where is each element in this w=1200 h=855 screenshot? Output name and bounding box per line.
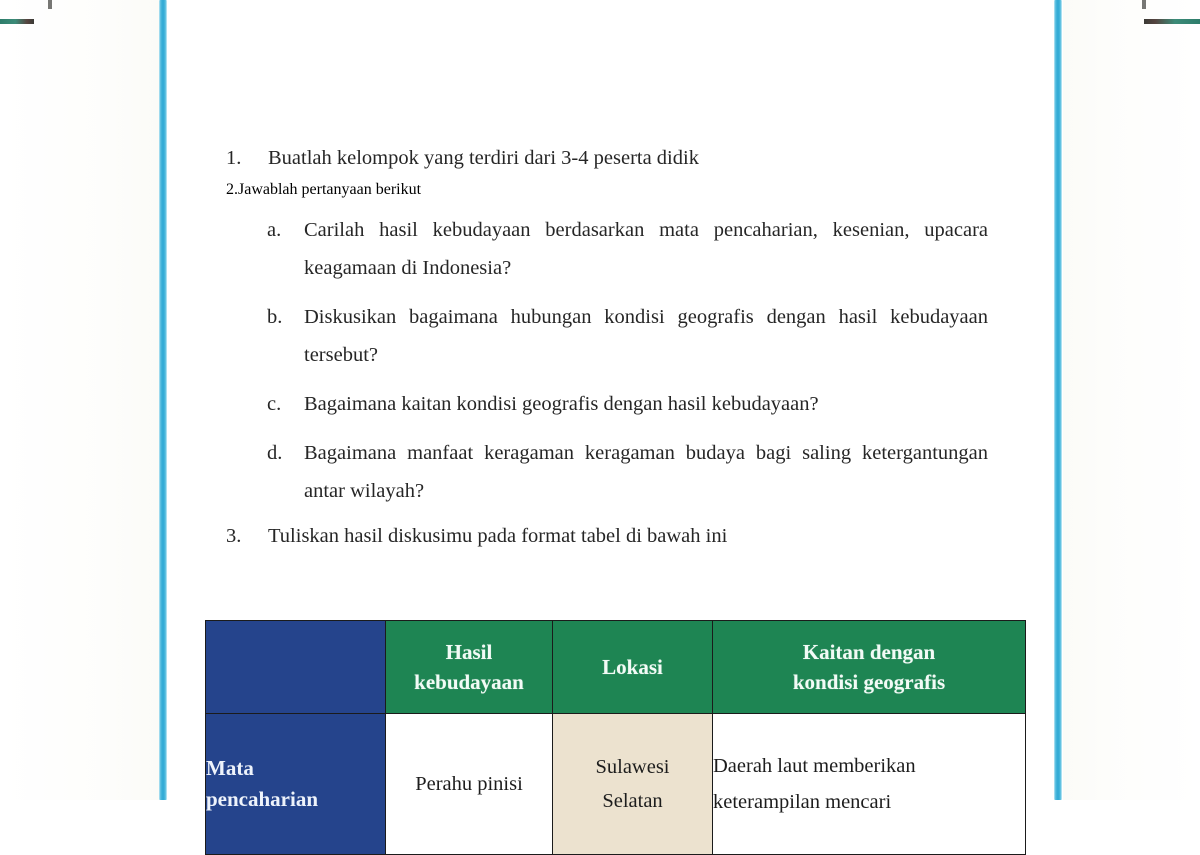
top-tick-left [48, 0, 52, 9]
table-cell-lokasi-line2: Selatan [602, 790, 663, 812]
sub-instruction-marker-d: d. [267, 442, 283, 464]
row-label-line2: pencaharian [206, 787, 319, 811]
sub-instruction-item-b [267, 298, 988, 374]
sub-instruction-marker-b: b. [267, 306, 283, 328]
page-content [168, 0, 1054, 813]
sub-instruction-item-c [267, 385, 988, 423]
table-header-hasil-kebudayaan [386, 621, 553, 714]
right-blue-edge-bar [1054, 0, 1062, 800]
table-row-label-mata-pencaharian [206, 714, 386, 855]
instruction-text-3: Tuliskan hasil diskusimu pada format tabel di bawah ini [268, 525, 728, 547]
sub-instruction-marker-a: a. [267, 219, 282, 241]
instruction-marker-1: 1. [226, 147, 242, 169]
table-header-lokasi [553, 621, 713, 714]
table-header-hasil-line1: Hasil [445, 640, 493, 664]
table-cell-kaitan [713, 714, 1026, 855]
format-table [205, 620, 1026, 855]
table-header-kaitan-line1: Kaitan dengan [802, 640, 936, 664]
sub-instruction-list [267, 211, 988, 510]
instruction-item-2 [226, 181, 1034, 510]
sub-instruction-item-a [267, 211, 988, 287]
table-cell-kaitan-line1: Daerah laut memberikan [713, 755, 916, 777]
table-cell-lokasi-line1: Sulawesi [595, 756, 670, 778]
instruction-item-1 [226, 143, 1034, 174]
format-table-wrapper [205, 620, 1025, 855]
top-rule-left [0, 19, 34, 24]
sub-instruction-item-d [267, 434, 988, 510]
sub-instruction-text-b: Diskusikan bagaimana hubungan kondisi geografis dengan hasil kebudayaan tersebut? [304, 306, 988, 366]
right-margin-wash [1063, 0, 1200, 800]
table-row [206, 714, 1026, 855]
left-margin-wash [0, 0, 160, 800]
table-header-kaitan-line2: kondisi geografis [792, 670, 946, 694]
table-header-kaitan [713, 621, 1026, 714]
table-header [206, 621, 1026, 714]
instruction-item-3 [226, 521, 1034, 552]
table-body [206, 714, 1026, 855]
top-tick-right [1142, 0, 1146, 9]
row-label-line1: Mata [206, 756, 254, 780]
instruction-text-1: Buatlah kelompok yang terdiri dari 3-4 peserta didik [268, 147, 699, 169]
sub-instruction-marker-c: c. [267, 393, 282, 415]
instruction-text-2: Jawablah pertanyaan berikut [238, 181, 422, 198]
instruction-marker-3: 3. [226, 525, 242, 547]
sub-instruction-text-d: Bagaimana manfaat keragaman keragaman budaya bagi saling ketergantungan antar wilayah? [304, 442, 988, 502]
table-header-row [206, 621, 1026, 714]
instruction-marker-2: 2. [226, 181, 238, 198]
table-header-hasil-line2: kebudayaan [414, 670, 524, 694]
top-rule-right [1144, 19, 1200, 24]
table-cell-kaitan-line2: keterampilan mencari [713, 791, 892, 813]
instruction-list [226, 143, 1034, 559]
table-header-corner [206, 621, 386, 714]
table-header-lokasi-line1: Lokasi [602, 655, 663, 679]
sub-instruction-text-a: Carilah hasil kebudayaan berdasarkan mata pencaharian, kesenian, upacara keagamaan di Indonesia? [304, 219, 988, 279]
sub-instruction-text-c: Bagaimana kaitan kondisi geografis dengan hasil kebudayaan? [304, 393, 819, 415]
table-cell-lokasi [553, 714, 713, 855]
left-blue-edge-bar [159, 0, 167, 800]
table-cell-hasil-kebudayaan: Perahu pinisi [386, 714, 553, 855]
